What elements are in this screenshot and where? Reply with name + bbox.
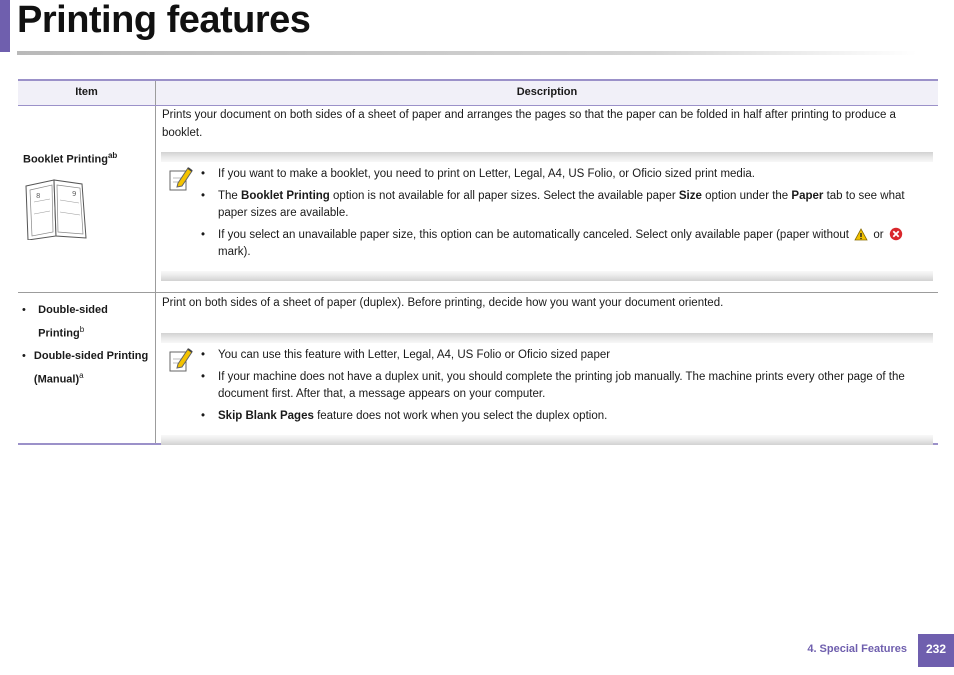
table-row-booklet xyxy=(18,106,938,293)
booklet-item-name: Booklet Printing$^{ab}$ xyxy=(23,151,118,166)
booklet-note-list xyxy=(201,166,933,266)
booklet-item-cell xyxy=(18,106,156,292)
list-item: • If you select an unavailable paper size, this option can be automatically canceled. Select only available paper (paper without or mark). xyxy=(201,227,933,261)
duplex-description: Print on both sides of a sheet of paper (duplex). Before printing, decide how you want your document oriented. xyxy=(162,297,724,309)
note-bottom-bar xyxy=(161,271,933,281)
booklet-description-cell xyxy=(156,106,938,292)
duplex-description-cell xyxy=(156,293,938,443)
table-header-row xyxy=(18,81,938,106)
note-top-bar xyxy=(161,152,933,162)
duplex-note xyxy=(161,333,933,445)
error-x-icon xyxy=(889,227,903,241)
list-item: • You can use this feature with Letter, Legal, A4, US Folio or Oficio sized paper xyxy=(201,349,611,361)
features-table xyxy=(18,79,938,445)
booklet-description: Prints your document on both sides of a sheet of paper and arranges the pages so that the paper can be folded in half after printing to produce a booklet. xyxy=(162,109,896,139)
page-title: Printing features xyxy=(17,0,311,41)
booklet-note xyxy=(161,152,933,281)
table-row-duplex xyxy=(18,293,938,443)
svg-text:8: 8 xyxy=(36,191,41,200)
note-top-bar xyxy=(161,333,933,343)
note-pencil-icon xyxy=(169,166,193,192)
list-item: • Skip Blank Pages feature does not work when you select the duplex option. xyxy=(201,410,608,422)
open-book-icon xyxy=(24,178,88,240)
title-divider xyxy=(17,51,917,55)
warning-triangle-icon xyxy=(854,228,868,241)
duplex-item-list xyxy=(18,293,155,389)
list-item: • Double-sided Printing (Manual)$^a$ xyxy=(22,349,149,386)
header-item: Item xyxy=(18,81,156,105)
note-pencil-icon xyxy=(169,347,193,373)
list-item: • If your machine does not have a duplex unit, you should complete the printing job manually. The machine prints every other page of the document first. After that, a message appears on your computer. xyxy=(201,371,905,400)
note-body xyxy=(161,162,933,271)
svg-text:9: 9 xyxy=(72,189,77,198)
duplex-note-list xyxy=(201,347,933,430)
header-description: Description xyxy=(516,86,578,98)
list-item: • Double-sided Printing$^b$ xyxy=(22,304,108,340)
note-body xyxy=(161,343,933,435)
note-bottom-bar xyxy=(161,435,933,445)
duplex-item-cell xyxy=(18,293,156,443)
list-item: • The Booklet Printing option is not available for all paper sizes. Select the available paper Size option under the Paper tab to see what paper sizes are available. xyxy=(201,190,905,219)
list-item: • If you want to make a booklet, you need to print on Letter, Legal, A4, US Folio, or Oficio sized print media. xyxy=(201,168,755,180)
footer-section-label: 4. Special Features xyxy=(807,643,907,655)
title-accent-bar xyxy=(0,0,10,52)
page-number: 232 xyxy=(918,634,954,667)
